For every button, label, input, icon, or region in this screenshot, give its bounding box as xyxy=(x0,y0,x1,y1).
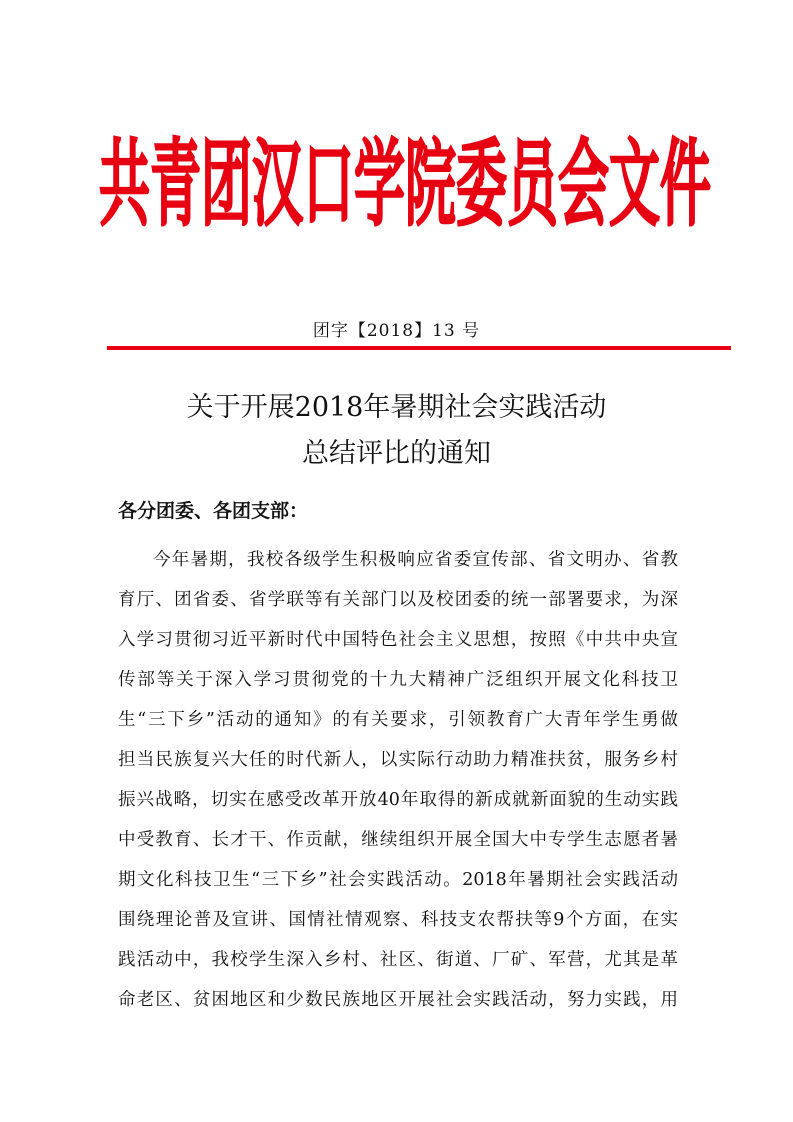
notice-title-line-2: 总结评比的通知 xyxy=(302,438,491,469)
masthead-title xyxy=(95,120,715,235)
notice-title-line-1: 关于开展2018年暑期社会实践活动 xyxy=(186,392,607,423)
body-line: 命老区、贫困地区和少数民族地区开展社会实践活动，努力实践，用 xyxy=(118,990,678,1010)
body-line: 中受教育、长才干、作贡献，继续组织开展全国大中专学生志愿者暑 xyxy=(118,830,678,850)
salutation: 各分团委、各团支部： xyxy=(118,500,309,522)
body-line: 生“三下乡”活动的通知》的有关要求，引领教育广大青年学生勇做 xyxy=(118,710,678,730)
body-line: 践活动中，我校学生深入乡村、社区、街道、厂矿、军营，尤其是革 xyxy=(118,950,678,970)
masthead-title-text: 共青团汉口学院委员会文件 xyxy=(99,129,712,235)
body-paragraph xyxy=(118,540,678,1020)
body-line: 围绕理论普及宣讲、国情社情观察、科技支农帮扶等9个方面，在实 xyxy=(118,910,678,930)
body-line: 期文化科技卫生“三下乡”社会实践活动。2018年暑期社会实践活动 xyxy=(118,870,678,890)
body-line: 传部等关于深入学习贯彻党的十九大精神广泛组织开展文化科技卫 xyxy=(118,670,678,690)
body-line: 今年暑期，我校各级学生积极响应省委宣传部、省文明办、省教 xyxy=(153,550,678,570)
red-divider-line xyxy=(107,346,731,350)
masthead-title-svg xyxy=(95,120,715,235)
document-number: 团字【2018】13 号 xyxy=(312,321,481,341)
body-line: 振兴战略，切实在感受改革开放40年取得的新成就新面貌的生动实践 xyxy=(118,790,678,810)
body-line: 入学习贯彻习近平新时代中国特色社会主义思想，按照《中共中央宣 xyxy=(118,630,678,650)
body-line: 育厅、团省委、省学联等有关部门以及校团委的统一部署要求，为深 xyxy=(118,590,678,610)
body-line: 担当民族复兴大任的时代新人，以实际行动助力精准扶贫，服务乡村 xyxy=(118,750,678,770)
